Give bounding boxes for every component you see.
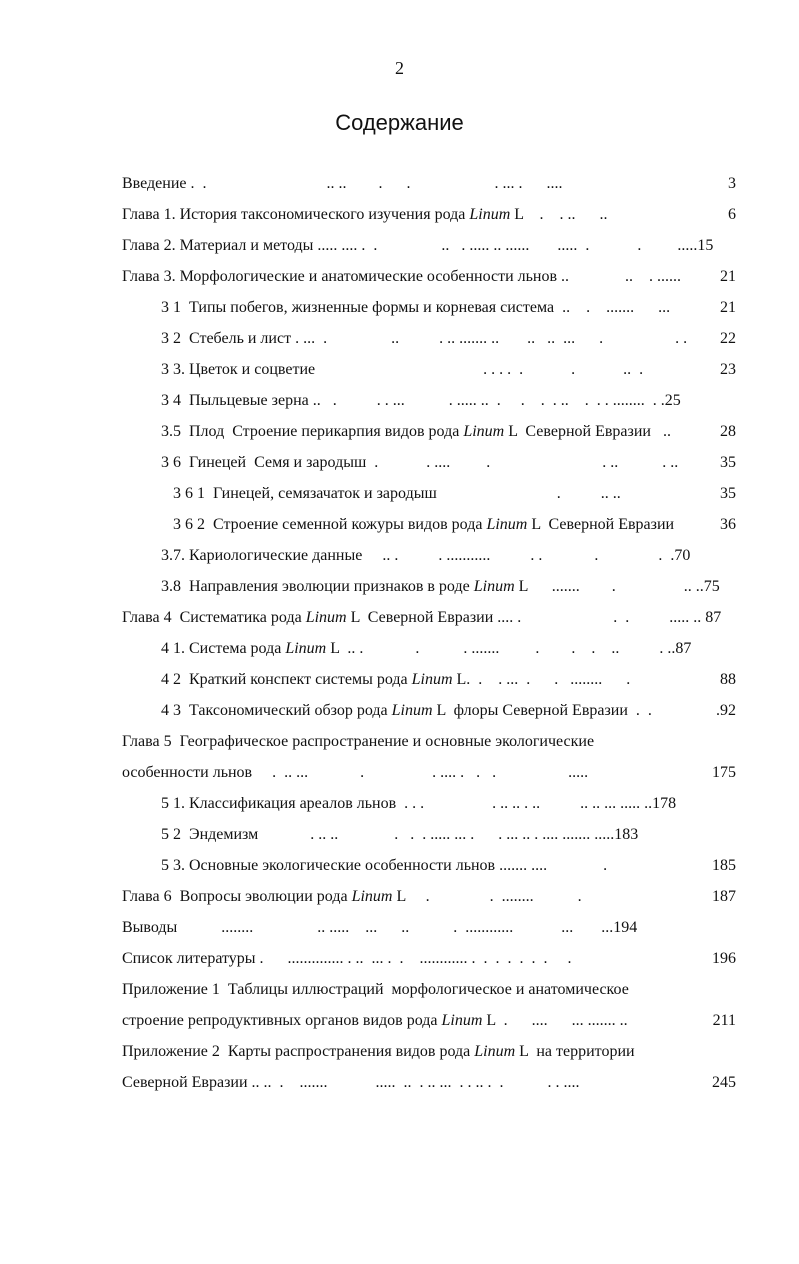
toc-entry-page: 185 — [712, 857, 736, 874]
toc-entry — [122, 168, 736, 199]
toc-entry-text: особенности льнов . .. ... . . .... . . . ..... — [122, 764, 589, 781]
toc-entry — [122, 199, 736, 230]
toc-entry — [122, 695, 736, 726]
toc-entry-text: 3 6 Гинецей Семя и зародыш . . .... . . .. . .. — [161, 454, 679, 471]
toc-entry-text: Приложение 1 Таблицы иллюстраций морфологическое и анатомическое — [122, 981, 629, 998]
toc-entry-text: Глава 1. История таксономического изучения рода Linum L . . .. .. — [122, 206, 608, 223]
toc-entry — [122, 726, 736, 757]
toc-entry-page: 21 — [720, 299, 736, 316]
toc-entry-text: Приложение 2 Карты распространения видов рода Linum L на территории — [122, 1043, 635, 1060]
toc-entry-text: 3 3. Цветок и соцветие . . . . . . .. . — [161, 361, 644, 378]
toc-entry-page: 23 — [720, 361, 736, 378]
toc-entry-text: Глава 4 Систематика рода Linum L Северной Евразии .... . . . ..... .. 87 — [122, 609, 722, 626]
toc-entry-text: Глава 2. Материал и методы ..... .... . . .. . ..... .. ...... ..... . . .....15 — [122, 237, 714, 254]
toc-entry-text: 3.5 Плод Строение перикарпия видов рода Linum L Северной Евразии .. — [161, 423, 671, 440]
toc-entry-text: 3 4 Пыльцевые зерна .. . . . ... . ..... .. . . . . .. . . . ........ . .25 — [161, 392, 681, 409]
toc-entry — [122, 850, 736, 881]
toc-entry-text: Глава 3. Морфологические и анатомические особенности льнов .. .. . ...... — [122, 268, 682, 285]
toc-entry-page: 6 — [728, 206, 736, 223]
toc-entry-text: строение репродуктивных органов видов рода Linum L . .... ... ....... .. — [122, 1012, 628, 1029]
toc-entry-page: 21 — [720, 268, 736, 285]
toc-entry-text: 5 3. Основные экологические особенности льнов ....... .... . — [161, 857, 608, 874]
toc-entry-page: 245 — [712, 1074, 736, 1091]
toc-entry — [122, 447, 736, 478]
toc-entry-page: 22 — [720, 330, 736, 347]
toc-entry — [122, 540, 736, 571]
toc-entry-page: 35 — [720, 454, 736, 471]
toc-entry — [122, 912, 736, 943]
toc-entry-page: 28 — [720, 423, 736, 440]
toc-entry-page: 211 — [712, 1012, 736, 1029]
toc-entry-page: 196 — [712, 950, 736, 967]
toc-entry-text: 3.7. Кариологические данные .. . . ........... . . . . .70 — [161, 547, 691, 564]
toc-entry-text: 5 1. Классификация ареалов льнов . . . . .. .. . .. .. .. ... ..... ..178 — [161, 795, 677, 812]
toc-entry — [122, 664, 736, 695]
toc-entry — [122, 478, 736, 509]
toc-entry-text: Выводы ........ .. ..... ... .. . ............ ... ...194 — [122, 919, 638, 936]
page-number: 2 — [395, 58, 404, 78]
toc-entry — [122, 385, 736, 416]
toc-entry-text: 3.8 Направления эволюции признаков в роде Linum L ....... . .. ..75 — [161, 578, 720, 595]
toc-entry — [122, 633, 736, 664]
table-of-contents — [122, 168, 736, 1098]
toc-entry — [122, 416, 736, 447]
toc-entry-text: 4 3 Таксономический обзор рода Linum L флоры Северной Евразии . . — [161, 702, 652, 719]
toc-entry — [122, 292, 736, 323]
toc-entry — [122, 354, 736, 385]
toc-entry-text: 3 6 2 Строение семенной кожуры видов рода Linum L Северной Евразии — [173, 516, 675, 533]
toc-entry-text: 5 2 Эндемизм . .. .. . . . ..... ... . . ... .. . .... ....... .....183 — [161, 826, 639, 843]
toc-entry-text: 3 1 Типы побегов, жизненные формы и корневая система .. . ....... ... — [161, 299, 671, 316]
toc-entry — [122, 1067, 736, 1098]
toc-entry — [122, 509, 736, 540]
toc-entry-text: Введение . . .. .. . . . ... . .... — [122, 175, 563, 192]
toc-entry-text: Глава 5 Географическое распространение и основные экологические — [122, 733, 595, 750]
toc-entry-text: 3 6 1 Гинецей, семязачаток и зародыш . .. .. — [173, 485, 621, 502]
toc-entry-page: 35 — [720, 485, 736, 502]
toc-entry — [122, 788, 736, 819]
toc-entry — [122, 881, 736, 912]
page-title: Содержание — [335, 110, 464, 135]
toc-entry-page: 36 — [720, 516, 736, 533]
toc-entry-page: 88 — [720, 671, 736, 688]
toc-entry-text: 3 2 Стебель и лист . ... . .. . .. ....... .. .. .. ... . . . — [161, 330, 688, 347]
toc-entry — [122, 323, 736, 354]
toc-entry-text: 4 2 Краткий конспект системы рода Linum L. . . ... . . ........ . — [161, 671, 631, 688]
toc-entry — [122, 230, 736, 261]
toc-entry — [122, 943, 736, 974]
toc-entry — [122, 602, 736, 633]
toc-entry-page: 175 — [712, 764, 736, 781]
toc-entry-page: 187 — [712, 888, 736, 905]
toc-entry — [122, 571, 736, 602]
toc-entry-text: 4 1. Система рода Linum L .. . . . ....... . . . .. . ..87 — [161, 640, 692, 657]
toc-entry — [122, 1005, 736, 1036]
toc-entry-page: 3 — [728, 175, 736, 192]
toc-entry — [122, 757, 736, 788]
toc-entry-page: .92 — [716, 702, 736, 719]
toc-entry — [122, 974, 736, 1005]
toc-entry — [122, 1036, 736, 1067]
toc-entry — [122, 261, 736, 292]
toc-entry-text: Список литературы . .............. . .. ... . . ............ . . . . . . . . — [122, 950, 572, 967]
toc-entry-text: Северной Евразии .. .. . ....... ..... .. . .. ... . . .. . . . . .... — [122, 1074, 580, 1091]
toc-entry — [122, 819, 736, 850]
toc-entry-text: Глава 6 Вопросы эволюции рода Linum L . . ........ . — [122, 888, 582, 905]
